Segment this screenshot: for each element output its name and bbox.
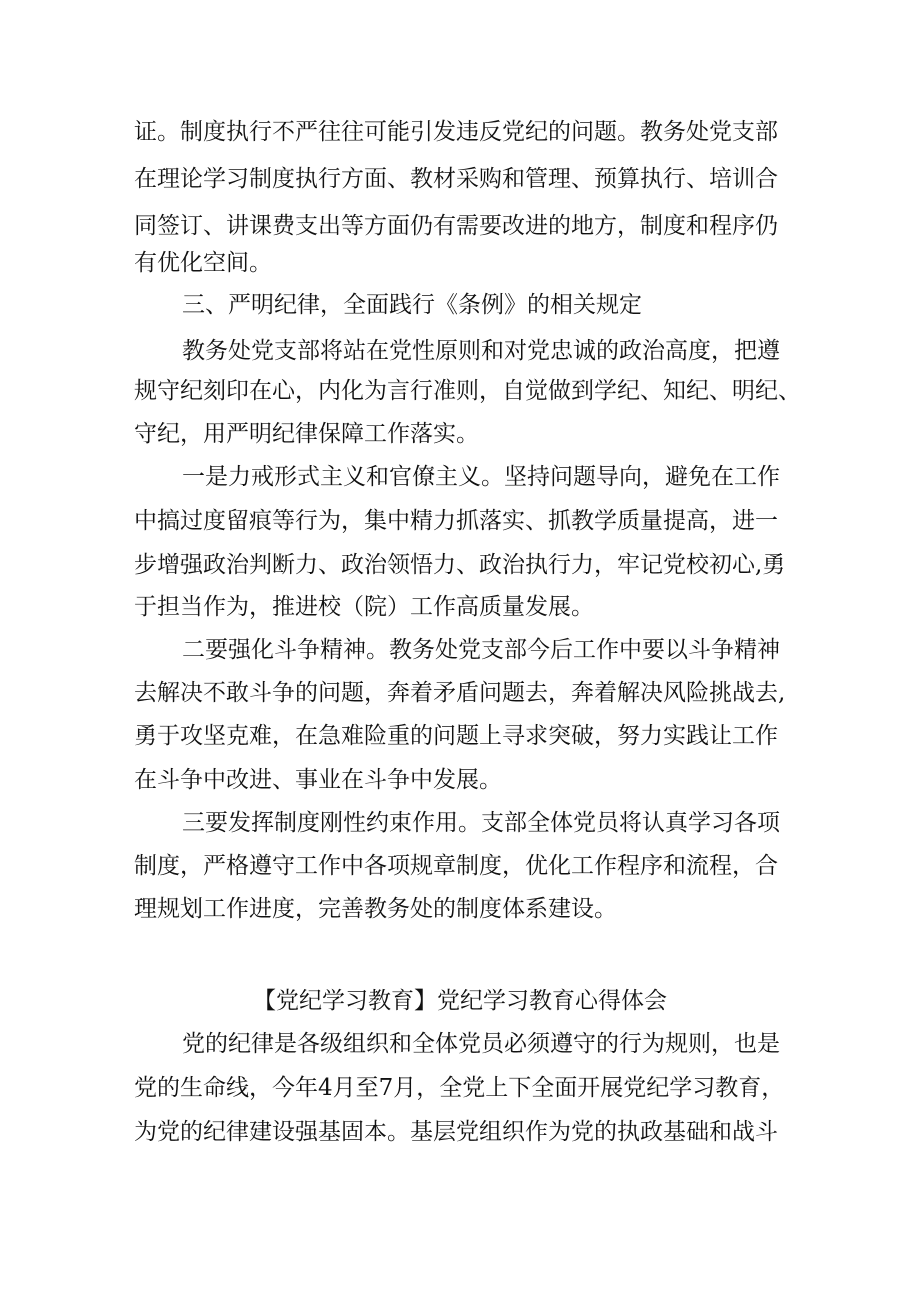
paragraph-line: 在理论学习制度执行方面、教材采购和管理、预算执行、培训合 <box>134 166 778 192</box>
paragraph-line: 党的纪律是各级组织和全体党员必须遵守的行为规则，也是 <box>182 1031 780 1057</box>
paragraph-line: 教务处党支部将站在党性原则和对党忠诚的政治高度，把遵 <box>182 338 780 364</box>
paragraph-line: 三要发挥制度刚性约束作用。支部全体党员将认真学习各项 <box>182 810 780 836</box>
article-title: 【党纪学习教育】党纪学习教育心得体会 <box>253 988 667 1014</box>
paragraph-line: 步增强政治判断力、政治领悟力、政治执行力，牢记党校初心,勇 <box>134 552 786 578</box>
paragraph-line: 中搞过度留痕等行为，集中精力抓落实、抓教学质量提高，进一 <box>134 508 778 534</box>
paragraph-line: 一是力戒形式主义和官僚主义。坚持问题导向，避免在工作 <box>182 464 780 490</box>
paragraph-line: 在斗争中改进、事业在斗争中发展。 <box>134 767 502 793</box>
paragraph-line: 党的生命线，今年4月至7月，全党上下全面开展党纪学习教育， <box>134 1075 785 1101</box>
paragraph-line: 勇于攻坚克难，在急难险重的问题上寻求突破，努力实践让工作 <box>134 723 778 749</box>
paragraph-line: 同签订、讲课费支出等方面仍有需要改进的地方，制度和程序仍 <box>134 213 778 239</box>
paragraph-line: 理规划工作进度，完善教务处的制度体系建设。 <box>134 896 617 922</box>
paragraph-line: 有优化空间。 <box>134 250 272 276</box>
paragraph-line: 证。制度执行不严往往可能引发违反党纪的问题。教务处党支部 <box>134 119 778 145</box>
paragraph-line: 制度，严格遵守工作中各项规章制度，优化工作程序和流程，合 <box>134 853 778 879</box>
paragraph-line: 为党的纪律建设强基固本。基层党组织作为党的执政基础和战斗 <box>134 1119 778 1145</box>
paragraph-line: 去解决不敢斗争的问题，奔着矛盾问题去，奔着解决风险挑战去, <box>134 680 786 706</box>
paragraph-line: 于担当作为，推进校（院）工作高质量发展。 <box>134 594 594 620</box>
paragraph-line: 二要强化斗争精神。教务处党支部今后工作中要以斗争精神 <box>182 637 780 663</box>
paragraph-line: 守纪，用严明纪律保障工作落实。 <box>134 421 479 447</box>
section-heading: 三、严明纪律，全面践行《条例》的相关规定 <box>182 292 642 318</box>
paragraph-line: 规守纪刻印在心，内化为言行准则，自觉做到学纪、知纪、明纪、 <box>134 378 801 404</box>
